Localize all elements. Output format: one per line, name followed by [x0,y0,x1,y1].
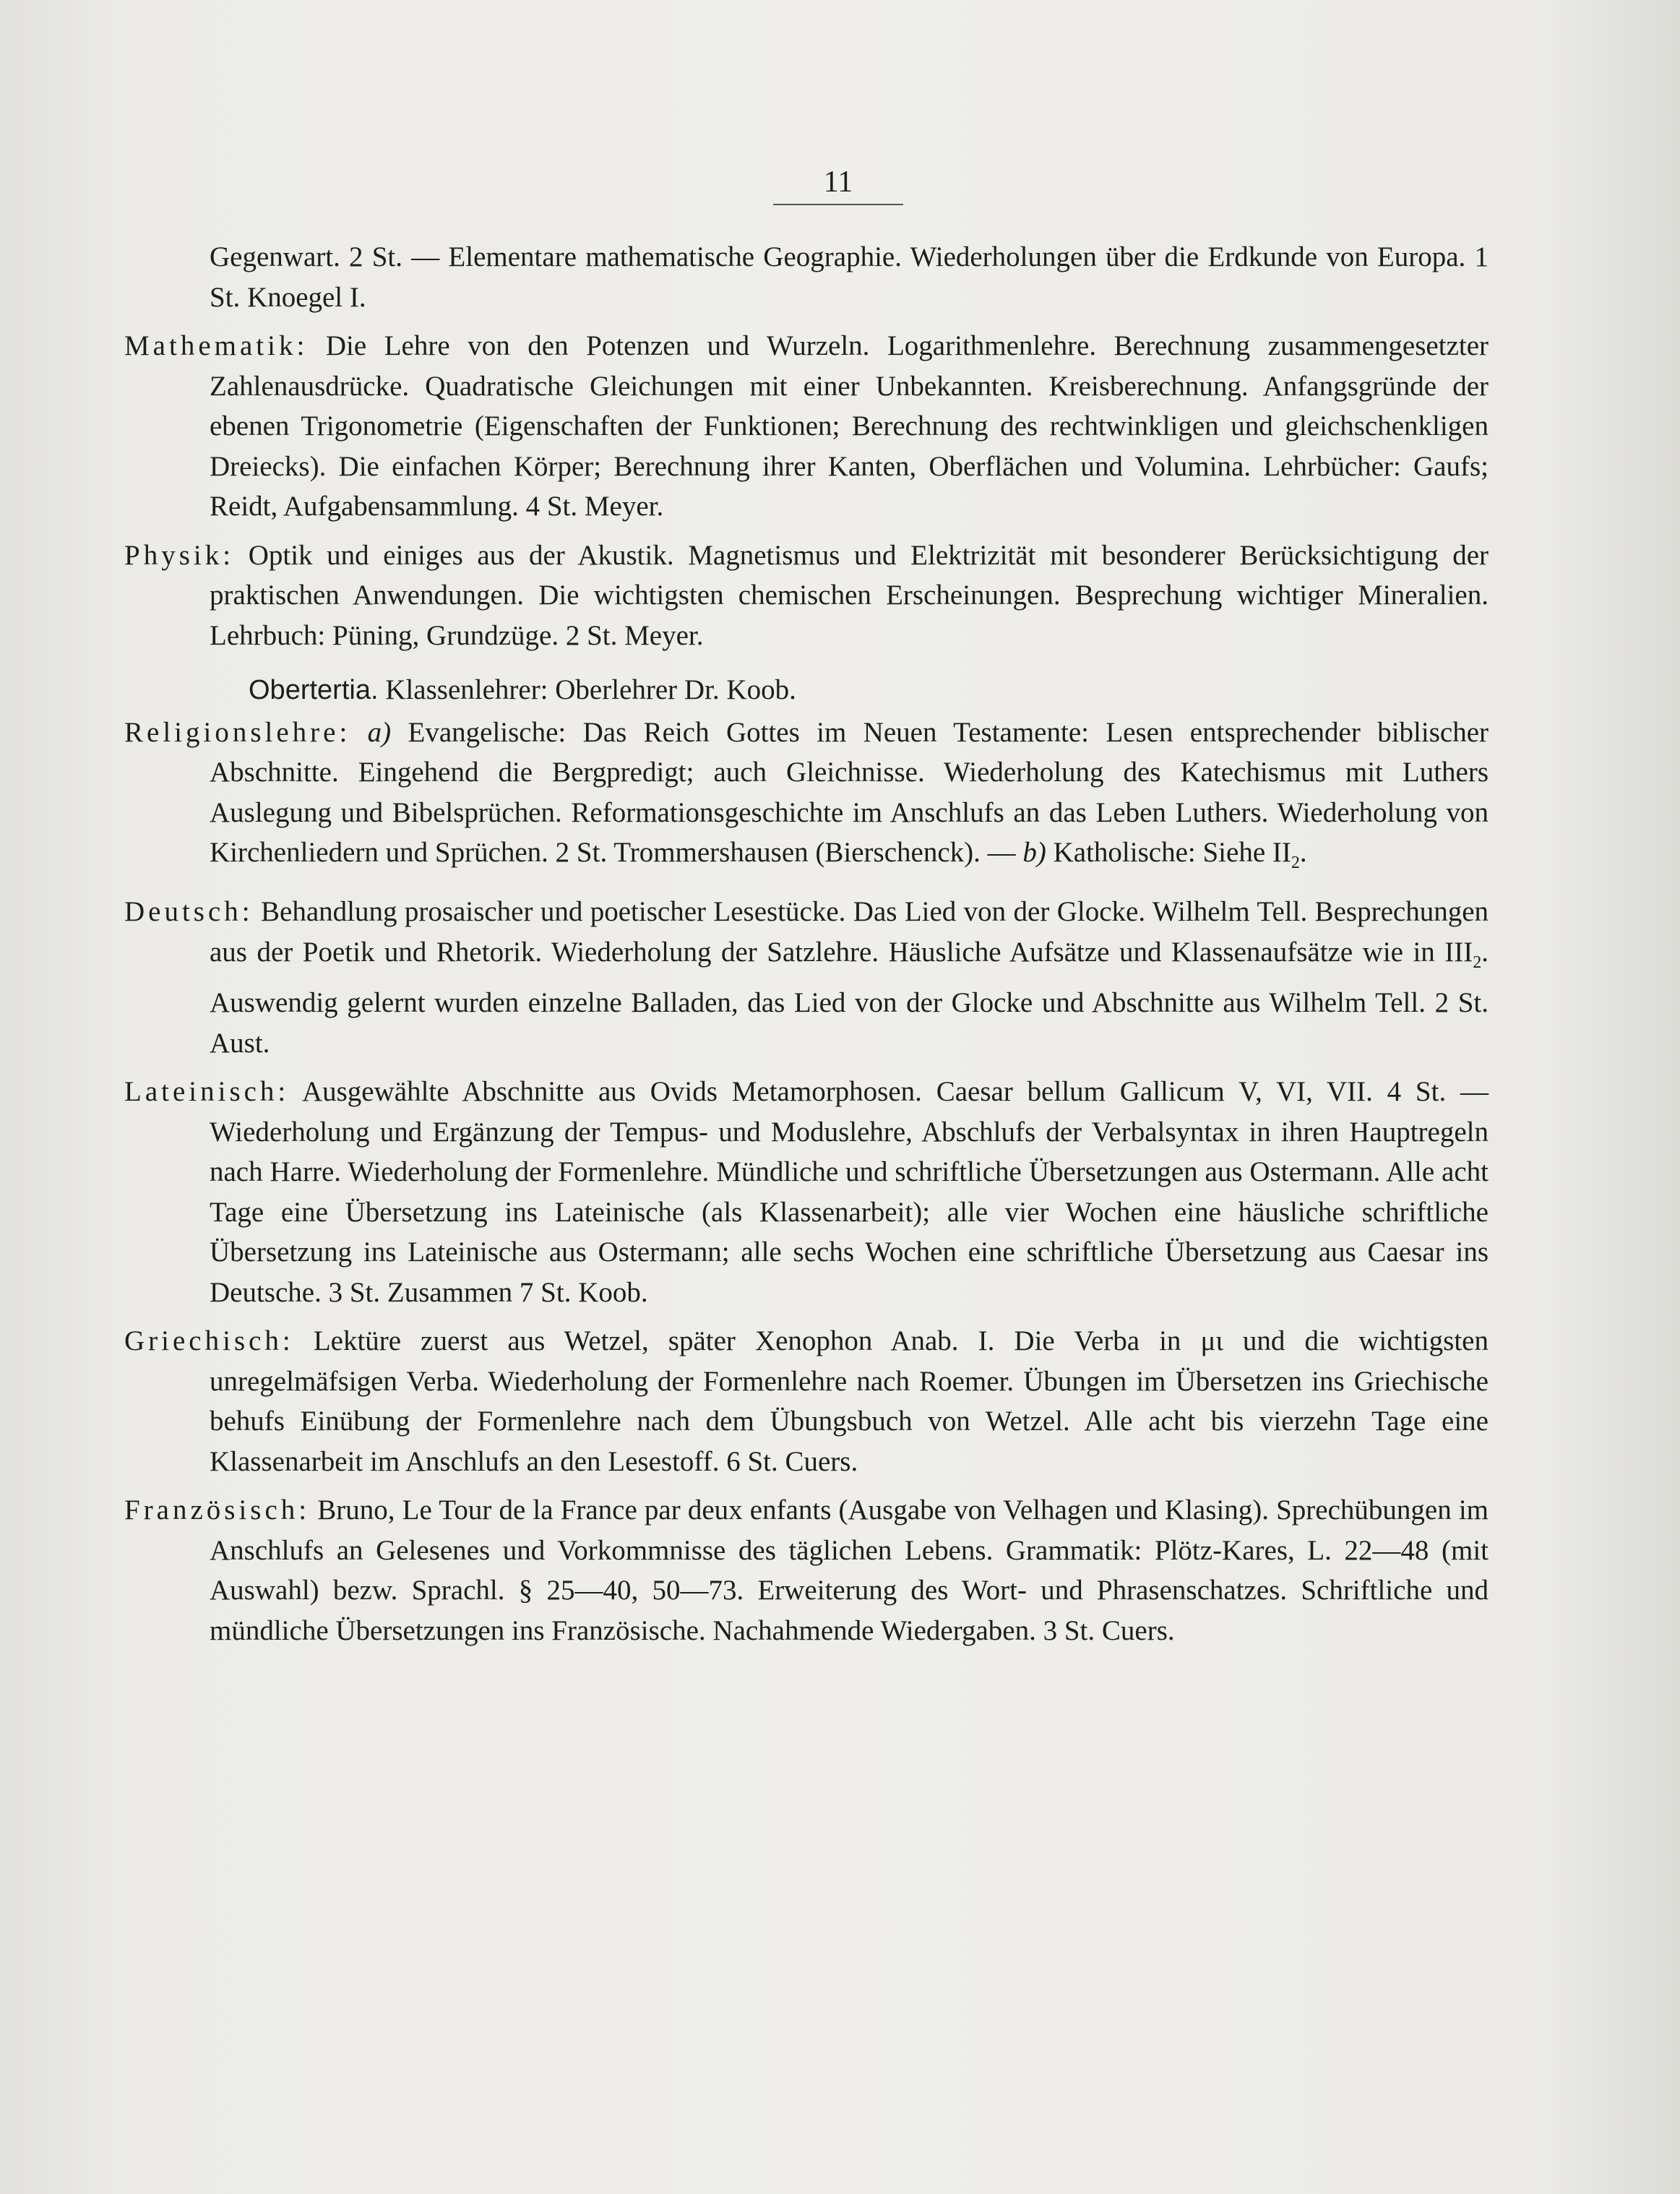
enum-b: b) [1022,837,1046,868]
subject-label: Deutsch: [124,896,254,928]
page-number: 11 [773,165,903,205]
class-teacher: Klassenlehrer: Oberlehrer Dr. Koob. [385,674,796,705]
section-physik [124,535,1489,656]
section-text: Behandlung prosaischer und poetischer Lesestücke. Das Lied von der Glocke. Wilhelm Tell. Besprechungen aus der Poetik und Rhetorik. Wiederholung der Satzlehre. Häusliche Aufsätze und Klassenaufsätze wie in III [210,896,1489,968]
subject-label: Mathematik: [124,330,309,361]
section-end: . [1299,837,1307,868]
subject-label: Physik: [124,539,235,571]
class-heading [124,670,1489,711]
section-text: Katholische: Siehe II [1053,837,1291,868]
section-text: Evangelische: Das Reich Gottes im Neuen Testamente: Lesen entsprechender biblischer Abschnitte. Eingehend die Bergpredigt; auch Gleichnisse. Wiederholung des Katechismus mit Luthers Auslegung und Bibelsprüchen. Reformationsgeschichte im Anschlufs an das Leben Luthers. Wiederholung von Kirchenliedern und Sprüchen. 2 St. Trommershausen (Bierschenck). — [210,716,1489,868]
subscript: 2 [1291,853,1300,872]
section-lateinisch [124,1072,1489,1312]
intro-paragraph: Gegenwart. 2 St. — Elementare mathematische Geographie. Wiederholungen über die Erdkunde von Europa. 1 St. Knoegel I. [210,241,1489,313]
section-text: Ausgewählte Abschnitte aus Ovids Metamorphosen. Caesar bellum Gallicum V, VI, VII. 4 St. — Wiederholung und Ergänzung der Tempus- und Moduslehre, Abschlufs der Verbalsyntax in ihren Hauptregeln nach Harre. Wiederholung der Formenlehre. Mündliche und schriftliche Übersetzungen aus Ostermann. Alle acht Tage eine Übersetzung ins Lateinische (als Klassenarbeit); alle vier Wochen eine häusliche schriftliche Übersetzung ins Lateinische aus Ostermann; alle sechs Wochen eine schriftliche Übersetzung aus Caesar ins Deutsche. 3 St. Zusammen 7 St. Koob. [210,1076,1489,1308]
section-text: Bruno, Le Tour de la France par deux enfants (Ausgabe von Velhagen und Klasing). Sprechübungen im Anschlufs an Gelesenes und Vorkommnisse des täglichen Lebens. Grammatik: Plötz-Kares, L. 22—48 (mit Auswahl) bezw. Sprachl. § 25—40, 50—73. Erweiterung des Wort- und Phrasenschatzes. Schriftliche und mündliche Übersetzungen ins Französische. Nachahmende Wiedergaben. 3 St. Cuers. [210,1494,1489,1646]
subject-label: Griechisch: [124,1325,294,1357]
section-text: . Auswendig gelernt wurden einzelne Balladen, das Lied von der Glocke und Abschnitte aus Wilhelm Tell. 2 St. Aust. [210,936,1489,1059]
section-text: Die Lehre von den Potenzen und Wurzeln. Logarithmenlehre. Berechnung zusammengesetzter Zahlenausdrücke. Quadratische Gleichungen mit einer Unbekannten. Kreisberechnung. Anfangsgründe der ebenen Trigonometrie (Eigenschaften der Funktionen; Berechnung des rechtwinkligen und gleichschenkligen Dreiecks). Die einfachen Körper; Berechnung ihrer Kanten, Oberflächen und Volumina. Lehrbücher: Gaufs; Reidt, Aufgabensammlung. 4 St. Meyer. [210,330,1489,522]
section-religionslehre [124,713,1489,884]
subject-label: Lateinisch: [124,1076,290,1108]
section-text: Lektüre zuerst aus Wetzel, später Xenophon Anab. I. Die Verba in μι und die wichtigsten unregelmäfsigen Verba. Wiederholung der Formenlehre nach Roemer. Übungen im Übersetzen ins Griechische behufs Einübung der Formenlehre nach dem Übungsbuch von Wetzel. Alle acht bis vierzehn Tage eine Klassenarbeit im Anschlufs an den Lesestoff. 6 St. Cuers. [210,1325,1489,1477]
enum-a: a) [367,716,392,748]
subject-label: Französisch: [124,1494,311,1526]
section-franzoesisch [124,1490,1489,1651]
section-deutsch [124,892,1489,1063]
body-text [124,237,1489,1659]
subscript: 2 [1473,952,1482,972]
section-mathematik [124,326,1489,527]
class-title: Obertertia. [249,675,379,705]
section-griechisch [124,1321,1489,1481]
section-text: Optik und einiges aus der Akustik. Magnetismus und Elektrizität mit besonderer Berücksichtigung der praktischen Anwendungen. Die wichtigsten chemischen Erscheinungen. Besprechung wichtiger Mineralien. Lehrbuch: Püning, Grundzüge. 2 St. Meyer. [210,539,1489,651]
subject-label: Religionslehre: [124,716,351,748]
